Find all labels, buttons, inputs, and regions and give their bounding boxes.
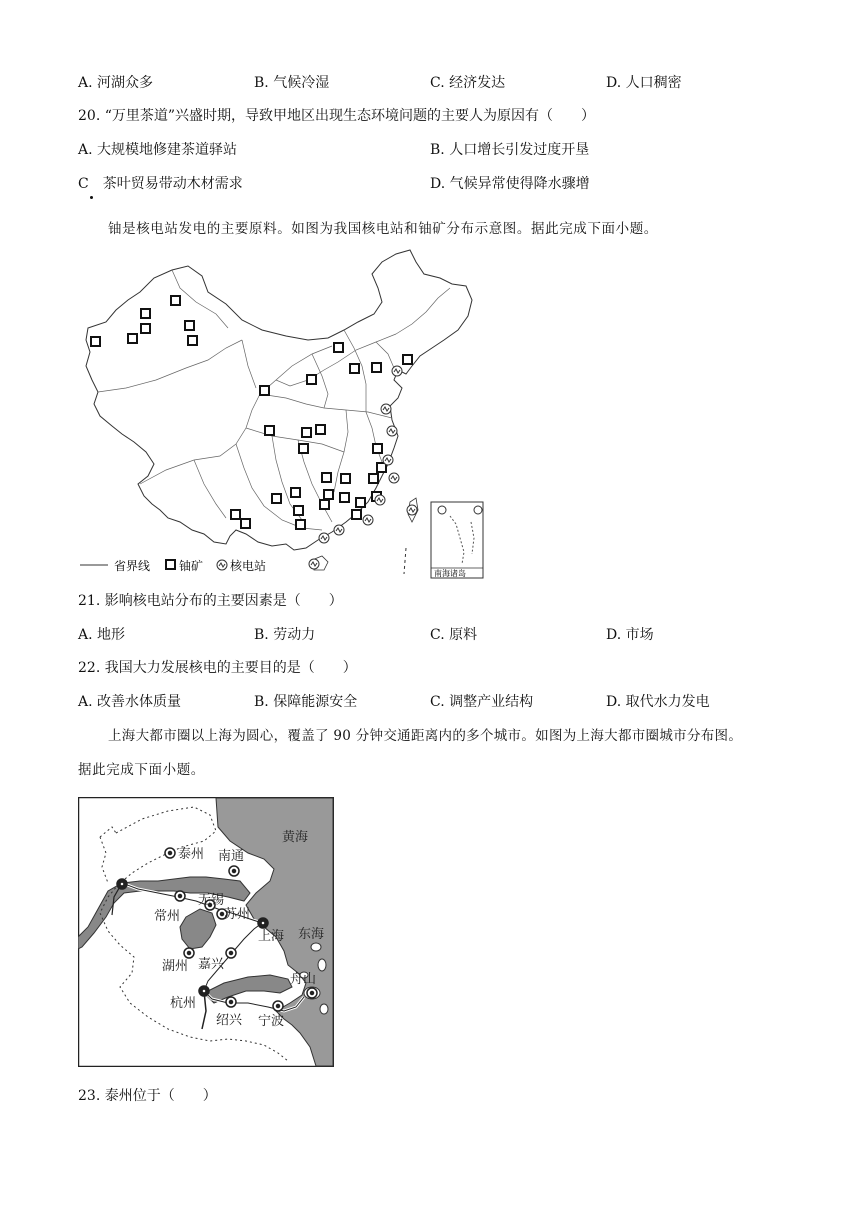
q20-stem: 20. “万里茶道”兴盛时期，导致甲地区出现生态环境问题的主要人为原因有（ ） — [78, 108, 596, 124]
q22-stem: 22. 我国大力发展核电的主要目的是（ ） — [78, 660, 357, 676]
nuclear-plant-marker — [334, 525, 344, 535]
uranium-mine-marker — [291, 488, 300, 497]
uranium-mine-marker — [356, 498, 365, 507]
uranium-mine-marker — [299, 444, 308, 453]
uranium-mine-marker — [352, 510, 361, 519]
uranium-mine-marker — [188, 336, 197, 345]
q21-option-b[interactable]: B. 劳动力 — [254, 627, 316, 643]
uranium-mine-marker — [231, 510, 240, 519]
city-label-changzhou: 常州 — [154, 909, 181, 924]
sea-label-yellow: 黄海 — [282, 830, 309, 845]
q21-stem: 21. 影响核电站分布的主要因素是（ ） — [78, 593, 343, 609]
uranium-mine-marker — [185, 321, 194, 330]
uranium-mine-marker — [369, 474, 378, 483]
q23-stem: 23. 泰州位于（ ） — [78, 1088, 217, 1104]
map-legend — [80, 558, 266, 573]
q22-option-d[interactable]: D. 取代水力发电 — [606, 694, 710, 710]
city-label-nantong: 南通 — [218, 849, 245, 864]
uranium-mine-marker — [340, 493, 349, 502]
south-china-sea-inset — [431, 502, 483, 578]
uranium-mine-marker — [128, 334, 137, 343]
sea-label-east: 东海 — [298, 927, 325, 942]
city-label-jiaxing: 嘉兴 — [198, 957, 225, 972]
nuclear-plant-marker — [309, 559, 319, 569]
nuclear-plant-marker — [375, 495, 385, 505]
uranium-mine-marker — [296, 520, 305, 529]
nuclear-plant-marker — [407, 505, 417, 515]
stray-dot — [90, 196, 93, 199]
inset-label: 南海诸岛 — [434, 569, 466, 578]
q19-option-b[interactable]: B. 气候冷湿 — [254, 75, 330, 91]
q20-option-c[interactable]: C 茶叶贸易带动木材需求 — [78, 176, 243, 192]
uranium-mine-marker — [403, 355, 412, 364]
uranium-mine-marker — [341, 474, 350, 483]
city-label-wuxi: 无锡 — [198, 893, 225, 908]
nuclear-plant-marker — [389, 473, 399, 483]
q20-option-d[interactable]: D. 气候异常使得降水骤增 — [430, 176, 590, 192]
uranium-mine-marker — [272, 494, 281, 503]
legend-uranium-label: 铀矿 — [179, 559, 204, 573]
uranium-mine-marker — [171, 296, 180, 305]
q21-option-a[interactable]: A. 地形 — [78, 627, 126, 643]
nuclear-plant-marker — [363, 515, 373, 525]
q19-option-a[interactable]: A. 河湖众多 — [78, 75, 154, 91]
uranium-mine-marker — [320, 500, 329, 509]
nuclear-plant-marker — [392, 366, 402, 376]
q22-option-c[interactable]: C. 调整产业结构 — [430, 694, 534, 710]
q19-option-d[interactable]: D. 人口稠密 — [606, 75, 682, 91]
q21-option-c[interactable]: C. 原料 — [430, 627, 478, 643]
nuclear-plant-marker — [319, 533, 329, 543]
city-label-shaoxing: 绍兴 — [216, 1013, 243, 1028]
city-label-taizhou: 泰州 — [178, 847, 205, 862]
intro-shanghai-line1: 上海大都市圈以上海为圆心，覆盖了 90 分钟交通距离内的多个城市。如图为上海大都市圈城市分布图。 — [108, 728, 743, 744]
uranium-mine-marker — [307, 375, 316, 384]
uranium-mine-marker — [316, 425, 325, 434]
uranium-mine-marker — [294, 506, 303, 515]
uranium-mine-marker — [373, 444, 382, 453]
uranium-mine-marker — [324, 490, 333, 499]
city-label-zhoushan: 舟山 — [290, 972, 317, 987]
city-label-huzhou: 湖州 — [162, 959, 189, 974]
city-label-shanghai: 上海 — [258, 929, 285, 944]
intro-shanghai-line2: 据此完成下面小题。 — [78, 762, 205, 778]
uranium-mine-marker — [141, 324, 150, 333]
uranium-mine-marker — [141, 309, 150, 318]
nuclear-plant-marker — [387, 426, 397, 436]
shanghai-metro-map — [78, 797, 334, 1067]
legend-border-label: 省界线 — [114, 559, 151, 573]
intro-uranium: 铀是核电站发电的主要原料。如图为我国核电站和铀矿分布示意图。据此完成下面小题。 — [108, 221, 658, 237]
china-nuclear-uranium-map — [76, 248, 488, 580]
uranium-mine-marker — [260, 386, 269, 395]
q19-option-c[interactable]: C. 经济发达 — [430, 75, 506, 91]
uranium-mine-marker — [265, 426, 274, 435]
nuclear-plant-marker — [381, 404, 391, 414]
uranium-mine-marker — [322, 473, 331, 482]
q22-option-a[interactable]: A. 改善水体质量 — [78, 694, 182, 710]
q22-option-b[interactable]: B. 保障能源安全 — [254, 694, 358, 710]
legend-nuclear-label: 核电站 — [230, 559, 267, 573]
q21-option-d[interactable]: D. 市场 — [606, 627, 654, 643]
uranium-mine-marker — [91, 337, 100, 346]
uranium-mine-marker — [372, 363, 381, 372]
uranium-mine-marker — [350, 364, 359, 373]
q20-option-a[interactable]: A. 大规模地修建茶道驿站 — [78, 142, 238, 158]
city-label-suzhou: 苏州 — [224, 907, 251, 922]
uranium-mine-marker — [334, 343, 343, 352]
q20-option-b[interactable]: B. 人口增长引发过度开垦 — [430, 142, 590, 158]
uranium-mine-marker — [241, 519, 250, 528]
city-label-ningbo: 宁波 — [258, 1014, 285, 1029]
uranium-mine-marker — [302, 428, 311, 437]
city-label-hangzhou: 杭州 — [170, 996, 197, 1011]
nuclear-plant-marker — [383, 455, 393, 465]
